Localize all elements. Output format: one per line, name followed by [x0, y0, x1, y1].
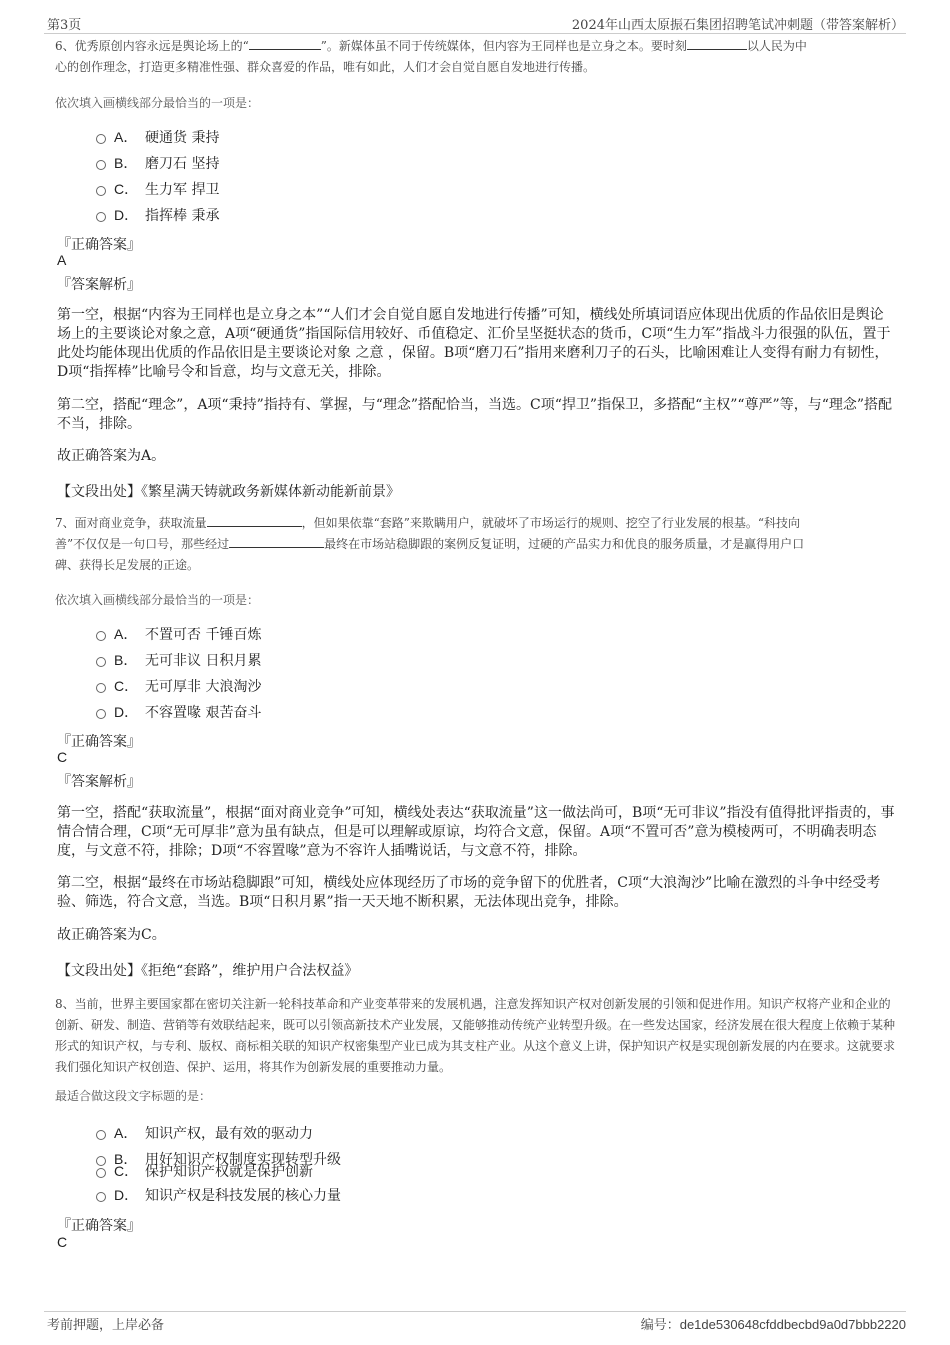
q8-prompt: 最适合做这段文字标题的是：	[55, 1089, 212, 1103]
q6-option-a[interactable]: A． 硬通货 秉持	[96, 126, 219, 148]
q7-answer: C	[57, 749, 68, 765]
q7-analysis-label: 『答案解析』	[57, 774, 141, 790]
q7-option-c[interactable]: C． 无可厚非 大浪淘沙	[96, 675, 261, 697]
footer-note: 考前押题，上岸必备	[47, 1318, 165, 1333]
footer-code: 编号：de1de530648cfddbecbd9a0d7bbb2220	[640, 1317, 906, 1333]
q6-answer-label: 『正确答案』	[57, 237, 141, 253]
q7-option-d[interactable]: D． 不容置喙 艰苦奋斗	[96, 701, 261, 723]
q7-option-a[interactable]: A． 不置可否 千锤百炼	[96, 623, 261, 645]
q8-answer: C	[57, 1234, 68, 1250]
q7-answer-label: 『正确答案』	[57, 734, 141, 750]
q6-option-c[interactable]: C． 生力军 捍卫	[96, 178, 219, 200]
blank	[229, 535, 324, 548]
q6-answer: A	[57, 252, 67, 268]
q8-option-c[interactable]: C． 保护知识产权就是保护创新	[96, 1160, 313, 1182]
q8-option-a[interactable]: A． 知识产权，最有效的驱动力	[96, 1122, 313, 1144]
document-title: 2024年山西太原振石集团招聘笔试冲刺题（带答案解析）	[571, 18, 904, 33]
q6-text: 6、优秀原创内容永远是舆论场上的“ ”。新媒体虽不同于传统媒体，但内容为王同样也是立身之本。要时刻 以人民为中 心的创作理念，打造更多精准性强、群众喜爱的作品，唯有如此，人们才会自觉自愿自发地进行传播。	[55, 39, 807, 74]
q8-option-d[interactable]: D． 知识产权是科技发展的核心力量	[96, 1184, 341, 1206]
blank	[687, 37, 747, 50]
radio-icon[interactable]	[96, 709, 106, 719]
q7-source: 【文段出处】《拒绝“套路”，维护用户合法权益》	[57, 963, 359, 979]
radio-icon[interactable]	[96, 1192, 106, 1202]
q6-analysis-label: 『答案解析』	[57, 277, 141, 293]
radio-icon[interactable]	[96, 212, 106, 222]
header-divider	[44, 33, 906, 34]
radio-icon[interactable]	[96, 134, 106, 144]
q6-prompt: 依次填入画横线部分最恰当的一项是：	[55, 96, 260, 110]
radio-icon[interactable]	[96, 1168, 106, 1178]
footer-divider	[44, 1311, 906, 1312]
q6-analysis-1: 第一空，根据“内容为王同样也是立身之本”“人们才会自觉自愿自发地进行传播”可知，横线处所填词语应体现出优质的作品依旧是舆论场上的主要谈论对象之意，A项“硬通货”指国际信用较好、币值稳定、汇价呈坚挺状态的货币，C项“生力军”指战斗力很强的队伍，置于此处均能体现出优质的作品依旧是主要谈论对象 之意 ，保留。B项“磨刀石”指用来磨利刀子的石头，比喻困难让人变得有耐力有韧性，D项“指挥棒”比喻号令和旨意，均与文意无关，排除。	[57, 307, 891, 380]
q6-option-b[interactable]: B． 磨刀石 坚持	[96, 152, 219, 174]
q6-conclusion: 故正确答案为A。	[57, 448, 166, 464]
q7-conclusion: 故正确答案为C。	[57, 927, 166, 943]
q8-text: 8、当前，世界主要国家都在密切关注新一轮科技革命和产业变革带来的发展机遇，注意发挥知识产权对创新发展的引领和促进作用。知识产权将产业和企业的创新、研发、制造、营销等有效联结起来，既可以引领高新技术产业发展，又能够推动传统产业转型升级。在一些发达国家，经济发展在很大程度上依赖于某种形式的知识产权，与专利、版权、商标相关联的知识产权密集型产业已成为其支柱产业。从这个意义上讲，保护知识产权是实现创新发展的内在要求。这就要求我们强化知识产权创造、保护、运用，将其作为创新发展的重要推动力量。	[55, 997, 896, 1074]
q6-analysis-2: 第二空，搭配“理念”，A项“秉持”指持有、掌握，与“理念”搭配恰当，当选。C项“捍卫”指保卫，多搭配“主权”“尊严”等，与“理念”搭配不当，排除。	[57, 397, 893, 432]
q7-analysis-1: 第一空，搭配“获取流量”，根据“面对商业竞争”可知，横线处表达“获取流量”这一做法尚可，B项“无可非议”指没有值得批评指责的，事情合情合理，C项“无可厚非”意为虽有缺点，但是可以理解或原谅，均符合文意，保留。A项“不置可否”意为模棱两可，不明确表明态度，与文意不符，排除；D项“不容置喙”意为不容许人插嘴说话，与文意不符，排除。	[57, 805, 895, 859]
blank	[249, 37, 321, 50]
page-header	[0, 0, 950, 33]
q6-option-d[interactable]: D． 指挥棒 秉承	[96, 204, 219, 226]
q7-analysis-2: 第二空，根据“最终在市场站稳脚跟”可知，横线处应体现经历了市场的竞争留下的优胜者，C项“大浪淘沙”比喻在激烈的斗争中经受考验、筛选，符合文意，当选。B项“日积月累”指一天天地不断积累，无法体现出竞争，排除。	[57, 875, 881, 910]
q7-text: 7、面对商业竞争，获取流量 ，但如果依靠“套路”来欺瞒用户，就破坏了市场运行的规则、挖空了行业发展的根基。“科技向 善”不仅仅是一句口号，那些经过 最终在市场站稳脚跟的案例反复证明，过硬的产品实力和优良的服务质量，才是赢得用户口 碑、获得长足发展的正途。	[55, 516, 805, 572]
page-number: 第3页	[47, 18, 82, 33]
q7-prompt: 依次填入画横线部分最恰当的一项是：	[55, 593, 260, 607]
radio-icon[interactable]	[96, 631, 106, 641]
q7-option-b[interactable]: B． 无可非议 日积月累	[96, 649, 261, 671]
q8-option-b[interactable]: B． 用好知识产权制度实现转型升级	[96, 1148, 341, 1170]
blank	[207, 514, 302, 527]
radio-icon[interactable]	[96, 683, 106, 693]
q6-source: 【文段出处】《繁星满天铸就政务新媒体新动能新前景》	[57, 484, 400, 500]
radio-icon[interactable]	[96, 1130, 106, 1140]
q8-answer-label: 『正确答案』	[57, 1218, 141, 1234]
radio-icon[interactable]	[96, 160, 106, 170]
radio-icon[interactable]	[96, 657, 106, 667]
radio-icon[interactable]	[96, 186, 106, 196]
